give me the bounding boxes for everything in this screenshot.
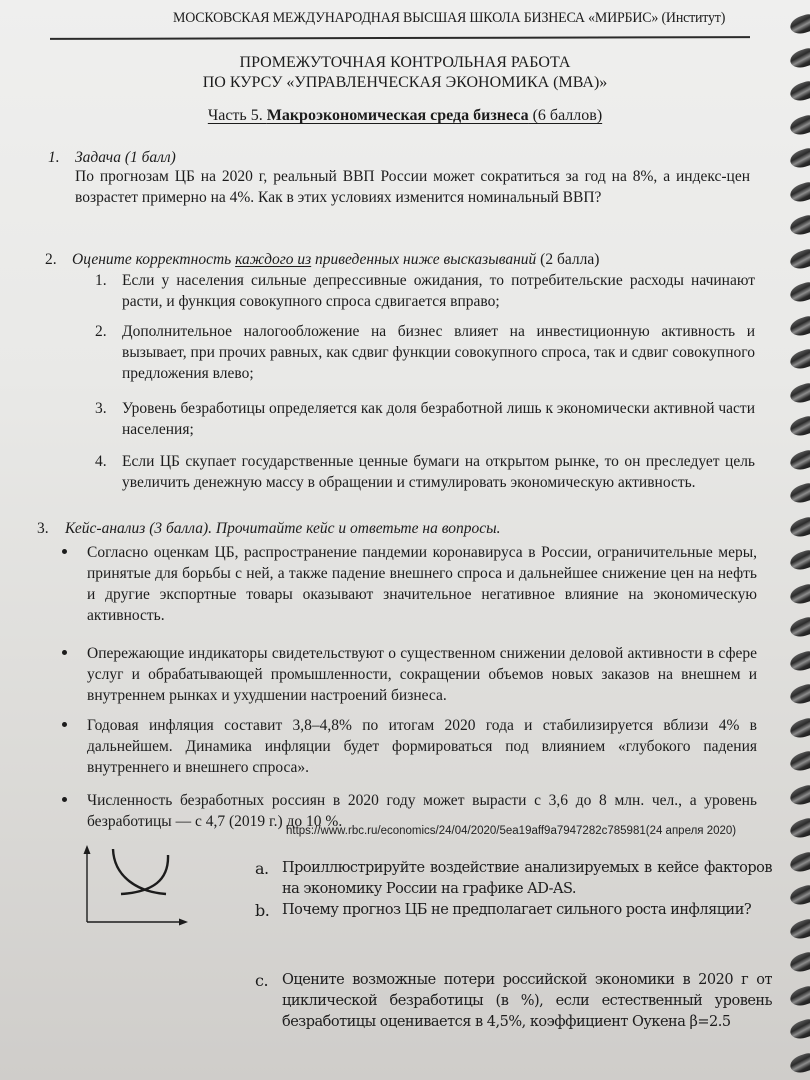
binding-ring	[788, 381, 810, 405]
binding-ring	[788, 314, 810, 338]
statement-number: 4.	[95, 453, 107, 470]
part-prefix: Часть 5.	[207, 107, 267, 124]
question-text: Проиллюстрируйте воздействие анализируемых в кейсе факторов на экономику России на графике AD-AS.	[282, 860, 772, 897]
question-letter: a.	[255, 859, 269, 878]
case-bullet-text: Годовая инфляция составит 3,8–4,8% по итогам 2020 года и стабилизируется вблизи 4% в дальнейшем. Динамика инфляции будет формироваться под влиянием «глубокого падения внутреннего и внешнего спроса».	[87, 717, 757, 776]
bullet-icon	[62, 797, 67, 802]
question-text: Оцените возможные потери российской экономики в 2020 г от циклической безработицы (в %), если естественный уровень безработицы оценивается в 4,5%, коэффициент Оукена β=2.5	[282, 972, 772, 1030]
exam-title-line1: ПРОМЕЖУТОЧНАЯ КОНТРОЛЬНАЯ РАБОТА	[239, 54, 571, 71]
question-text: Почему прогноз ЦБ не предполагает сильного роста инфляции?	[282, 902, 752, 918]
part-points: (6 баллов)	[528, 107, 603, 124]
binding-ring	[788, 180, 810, 204]
binding-ring	[788, 716, 810, 740]
task2-label-part2: приведенных ниже высказываний	[311, 251, 537, 268]
statement-text: Дополнительное налогообложение на бизнес влияет на инвестиционную активность и вызывает, при прочих равных, как сдвиг функции совокупного спроса, так и сдвиг совокупного предложения влево;	[122, 323, 755, 382]
task2-label-part1: Оцените корректность	[72, 251, 236, 268]
binding-ring	[788, 850, 810, 874]
ad-as-graph-icon	[78, 842, 188, 932]
binding-ring	[788, 783, 810, 807]
statement-number: 3.	[95, 400, 107, 417]
statement-text: Если у населения сильные депрессивные ожидания, то потребительские расходы начинают расти, и функция совокупного спроса сдвигается вправо;	[122, 272, 755, 310]
binding-ring	[788, 883, 810, 907]
bullet-icon	[62, 650, 67, 655]
case-bullet-text: Согласно оценкам ЦБ, распространение пандемии коронавируса в России, ограничительные меры, принятые для борьбы с ней, а также падение внешнего спроса и дальнейшее снижение цен на нефть и другие экспортные товары оказывают значительное негативное влияние на экономическую активность.	[87, 544, 757, 624]
as-curve	[121, 855, 168, 894]
binding-ring	[788, 548, 810, 572]
binding-ring	[788, 481, 810, 505]
task3-label: Кейс-анализ (3 балла). Прочитайте кейс и ответьте на вопросы.	[65, 520, 501, 537]
binding-ring	[788, 515, 810, 539]
binding-ring	[788, 582, 810, 606]
exam-title-line2: ПО КУРСУ «УПРАВЛЕНЧЕСКАЯ ЭКОНОМИКА (МВА)»	[202, 74, 608, 91]
binding-ring	[788, 448, 810, 472]
binding-ring	[788, 682, 810, 706]
task1-text: По прогнозам ЦБ на 2020 г, реальный ВВП России может сократиться за год на 8%, а индекс-цен возрастет примерно на 4%. Как в этих условиях изменится номинальный ВВП?	[75, 168, 750, 206]
bullet-icon	[62, 722, 67, 727]
x-axis-arrow-icon	[179, 919, 188, 926]
binding-ring	[788, 146, 810, 170]
binding-ring	[788, 816, 810, 840]
binding-ring	[788, 649, 810, 673]
binding-ring	[788, 347, 810, 371]
question-letter: c.	[255, 971, 269, 990]
task2-label-underlined: каждого из	[235, 251, 312, 268]
binding-ring	[788, 46, 810, 70]
statement-text: Уровень безработицы определяется как доля безработной лишь к экономически активной части населения;	[122, 400, 755, 438]
task1-label: Задача (1 балл)	[75, 149, 176, 166]
binding-ring	[788, 280, 810, 304]
ad-curve	[113, 849, 166, 894]
binding-ring	[788, 414, 810, 438]
bullet-icon	[62, 549, 67, 554]
source-citation: https://www.rbc.ru/economics/24/04/2020/5ea19aff9a7947282c785981(24 апреля 2020)	[286, 825, 737, 837]
case-bullet-text: Численность безработных россиян в 2020 году может вырасти с 3,6 до 8 млн. чел., а уровень безработицы — с 4,7 (2019 г.) до 10 %.	[87, 792, 757, 830]
binding-ring	[788, 113, 810, 137]
binding-ring	[788, 1017, 810, 1041]
header-rule	[50, 36, 750, 39]
case-bullet-text: Опережающие индикаторы свидетельствуют о существенном снижении деловой активности в сфере услуг и обрабатывающей промышленности, сокращении объемов новых заказов на внешнем и внутреннем рынках и ухудшении настроений бизнеса.	[87, 645, 757, 704]
task2-number: 2.	[45, 251, 57, 268]
statement-number: 1.	[95, 272, 107, 289]
statement-number: 2.	[95, 323, 107, 340]
binding-ring	[788, 79, 810, 103]
statement-text: Если ЦБ скупает государственные ценные бумаги на открытом рынке, то он преследует цель увеличить денежную массу в обращении и стимулировать экономическую активность.	[122, 453, 755, 491]
binding-ring	[788, 917, 810, 941]
binding-ring	[788, 247, 810, 271]
spiral-binding	[780, 0, 810, 1080]
binding-ring	[788, 615, 810, 639]
binding-ring	[788, 950, 810, 974]
institution-header: МОСКОВСКАЯ МЕЖДУНАРОДНАЯ ВЫСШАЯ ШКОЛА БИЗНЕСА «МИРБИС» (Институт)	[172, 10, 726, 26]
binding-ring	[788, 12, 810, 36]
binding-ring	[788, 1051, 810, 1075]
binding-ring	[788, 213, 810, 237]
binding-ring	[788, 984, 810, 1008]
task2-points: (2 балла)	[536, 251, 600, 268]
question-letter: b.	[255, 901, 270, 920]
part-name: Макроэкономическая среда бизнеса	[266, 107, 529, 124]
binding-ring	[788, 749, 810, 773]
task1-number: 1.	[48, 149, 60, 166]
part-title	[0, 107, 810, 125]
y-axis-arrow-icon	[84, 845, 91, 854]
task3-number: 3.	[37, 520, 49, 537]
